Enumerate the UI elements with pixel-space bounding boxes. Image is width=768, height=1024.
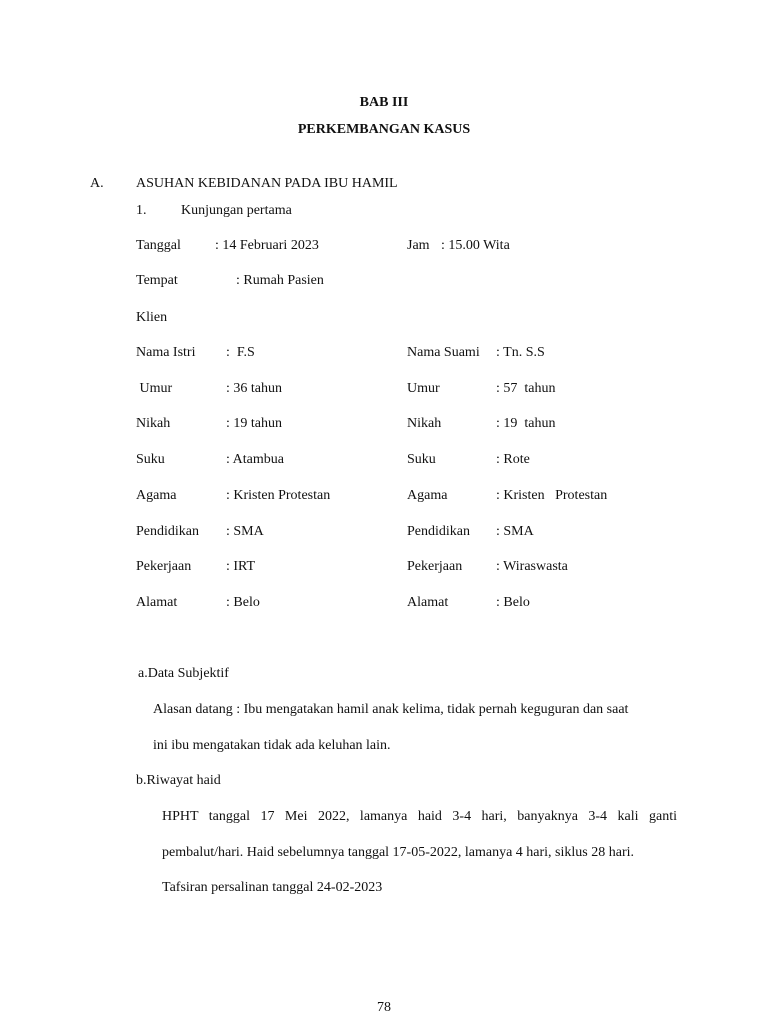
subsection-number: 1. [136, 203, 147, 218]
subjective-heading: a.Data Subjektif [138, 666, 229, 681]
menstrual-heading: b.Riwayat haid [136, 773, 221, 788]
husband-label: Alamat [407, 595, 449, 610]
husband-label: Suku [407, 452, 436, 467]
section-title: ASUHAN KEBIDANAN PADA IBU HAMIL [136, 176, 398, 191]
husband-label: Nikah [407, 416, 442, 431]
jam-label: Jam [407, 238, 430, 253]
wife-value: : 19 tahun [226, 416, 282, 431]
wife-label: Nikah [136, 416, 171, 431]
tempat-label: Tempat [136, 273, 178, 288]
menstrual-line-1: HPHT tanggal 17 Mei 2022, lamanya haid 3-4 hari, banyaknya 3-4 kali ganti [162, 809, 677, 824]
wife-label: Pekerjaan [136, 559, 192, 574]
wife-label: Agama [136, 488, 177, 503]
husband-value: : Wiraswasta [496, 559, 568, 574]
wife-value: : Kristen Protestan [226, 488, 331, 503]
page-number: 78 [377, 1000, 391, 1015]
wife-value: : 36 tahun [226, 381, 282, 396]
subjective-line-2: ini ibu mengatakan tidak ada keluhan lain. [153, 738, 391, 753]
jam-value: : 15.00 Wita [441, 238, 510, 253]
husband-label: Umur [407, 381, 440, 396]
klien-label: Klien [136, 310, 168, 325]
menstrual-line-2: pembalut/hari. Haid sebelumnya tanggal 17-05-2022, lamanya 4 hari, siklus 28 hari. [162, 845, 634, 860]
husband-value: : 19 tahun [496, 416, 556, 431]
husband-value: : Tn. S.S [496, 345, 545, 360]
wife-value: : F.S [226, 345, 255, 360]
husband-value: : Kristen Protestan [496, 488, 608, 503]
wife-label: Umur [136, 381, 173, 396]
husband-value: : SMA [496, 524, 534, 539]
wife-label: Pendidikan [136, 524, 199, 539]
tanggal-value: : 14 Februari 2023 [215, 238, 319, 253]
husband-label: Pendidikan [407, 524, 470, 539]
wife-value: : SMA [226, 524, 264, 539]
section-letter: A. [90, 176, 104, 191]
wife-label: Alamat [136, 595, 178, 610]
husband-label: Pekerjaan [407, 559, 463, 574]
tempat-value: : Rumah Pasien [236, 273, 324, 288]
husband-value: : 57 tahun [496, 381, 556, 396]
tanggal-label: Tanggal [136, 238, 181, 253]
husband-value: : Belo [496, 595, 530, 610]
husband-value: : Rote [496, 452, 530, 467]
wife-label: Nama Istri [136, 345, 196, 360]
wife-value: : IRT [226, 559, 256, 574]
wife-value: : Belo [226, 595, 260, 610]
husband-label: Nama Suami [407, 345, 480, 360]
wife-value: : Atambua [226, 452, 284, 467]
wife-label: Suku [136, 452, 165, 467]
chapter-heading: BAB III [359, 95, 409, 110]
subjective-line-1: Alasan datang : Ibu mengatakan hamil anak kelima, tidak pernah keguguran dan saat [153, 702, 629, 717]
menstrual-line-3: Tafsiran persalinan tanggal 24-02-2023 [162, 880, 383, 895]
chapter-title: PERKEMBANGAN KASUS [297, 122, 471, 137]
subsection-title: Kunjungan pertama [181, 203, 292, 218]
husband-label: Agama [407, 488, 448, 503]
